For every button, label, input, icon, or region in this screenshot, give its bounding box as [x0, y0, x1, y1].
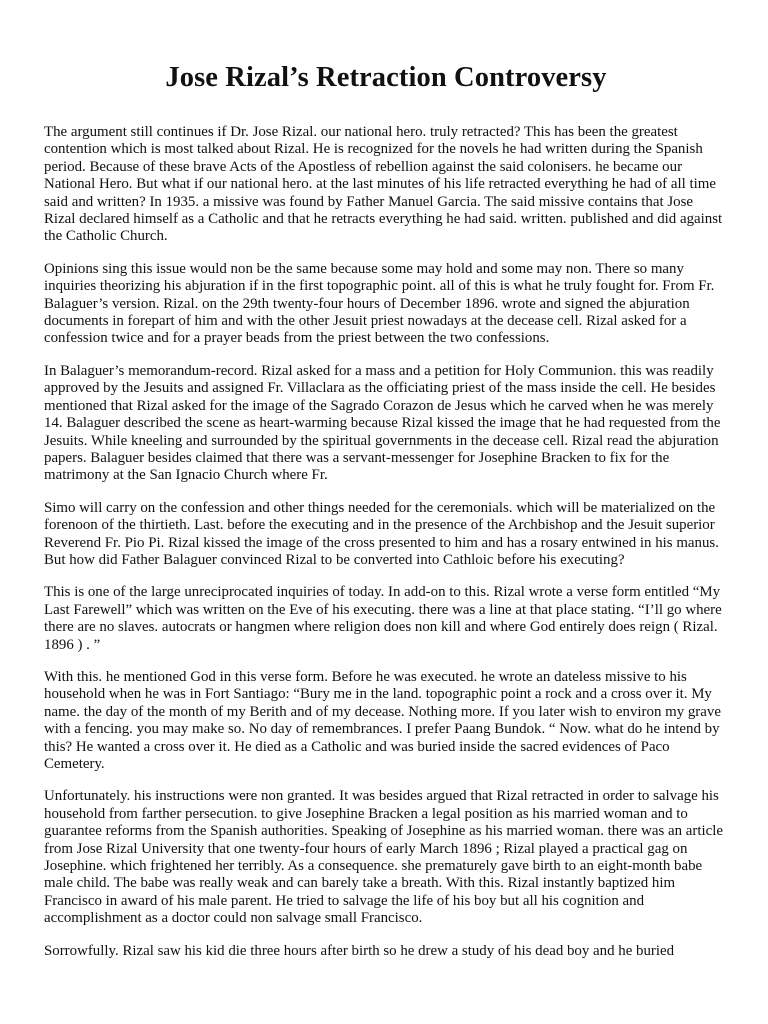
paragraph-7: Unfortunately. his instructions were non granted. It was besides argued that Rizal retracted in order to salvage his household from farther persecution. to give Josephine Bracken a legal position as his married woman and to guarantee reforms from the Spanish authorities. Speaking of Josephine as his married woman. there was an article from Jose Rizal University that one twenty-four hours of early March 1896 ; Rizal played a practical gag on Josephine. which frightened her terribly. As a consequence. she prematurely gave birth to an eight-month babe male child. The babe was really weak and can barely take a breath. With this. Rizal instantly baptized him Francisco in award of his male parent. He tried to salvage the life of his boy but all his cognition and accomplishment as a doctor could non salvage small Francisco. — [44, 788, 723, 927]
paragraph-4: Simo will carry on the confession and other things needed for the ceremonials. which will be materialized on the forenoon of the thirtieth. Last. before the executing and in the presence of the Archbishop and the Jesuit superior Reverend Fr. Pio Pi. Rizal kissed the image of the cross presented to him and has a rosary entwined in his manus. But how did Father Balaguer convinced Rizal to be converted into Cathloic before his executing? — [44, 499, 719, 568]
paragraph-5: This is one of the large unreciprocated inquiries of today. In add-on to this. Rizal wrote a verse form entitled “My Last Farewell” which was written on the Eve of his executing. there was a line at that place stating. “I’ll go where there are no slaves. autocrats or hangmen where religion does non kill and where God entirely does reign ( Rizal. 1896 ) . ” — [44, 584, 722, 653]
paragraph-1: The argument still continues if Dr. Jose Rizal. our national hero. truly retracted? This has been the greatest contention which is most talked about Rizal. He is recognized for the novels he had written during the Spanish period. Because of these brave Acts of the Apostless of rebellion against the said colonisers. he became our National Hero. But what if our national hero. at the last minutes of his life retracted everything he had of all time said and written? In 1935. a missive was found by Father Manuel Garcia. The said missive contains that Jose Rizal declared himself as a Catholic and that he retracts everything he had said. written. published and did against the Catholic Church. — [44, 124, 723, 245]
paragraph-3: In Balaguer’s memorandum-record. Rizal asked for a mass and a petition for Holy Communion. this was readily approved by the Jesuits and assigned Fr. Villaclara as the officiating priest of the mass inside the cell. He besides mentioned that Rizal asked for the image of the Sagrado Corazon de Jesus which he carved when he was merely 14. Balaguer described the scene as heart-warming because Rizal kissed the image that he had requested from the Jesuits. While kneeling and surrounded by the spiritual governments in the decease cell. Rizal read the abjuration papers. Balaguer besides claimed that there was a servant-messenger for Josephine Bracken to fix for the matrimony at the San Ignacio Church where Fr. — [44, 362, 721, 484]
document-title: Jose Rizal’s Retraction Controversy — [165, 62, 607, 93]
paragraph-6: With this. he mentioned God in this verse form. Before he was executed. he wrote an dateless missive to his household when he was in Fort Santiago: “Bury me in the land. topographic point a rock and a cross over it. My name. the day of the month of my Berith and of my decease. Nothing more. If you later wish to environ my grave with a fencing. you may make so. No day of remembrances. I prefer Paang Bundok. “ Now. what do he intend by this? He wanted a cross over it. He died as a Catholic and was buried inside the sacred evidences of Paco Cemetery. — [44, 668, 721, 772]
paragraph-2: Opinions sing this issue would non be the same because some may hold and some may non. There so many inquiries theorizing his abjuration if in the first topographic point. all of this is what he truly fought for. From Fr. Balaguer’s version. Rizal. on the 29th twenty-four hours of December 1896. wrote and signed the abjuration documents in forepart of him and with the other Jesuit priest nowadays at the decease cell. Rizal asked for a confession twice and for a prayer beads from the priest between the two confessions. — [44, 260, 715, 347]
paragraph-8: Sorrowfully. Rizal saw his kid die three hours after birth so he drew a study of his dead boy and he buried — [44, 942, 675, 959]
